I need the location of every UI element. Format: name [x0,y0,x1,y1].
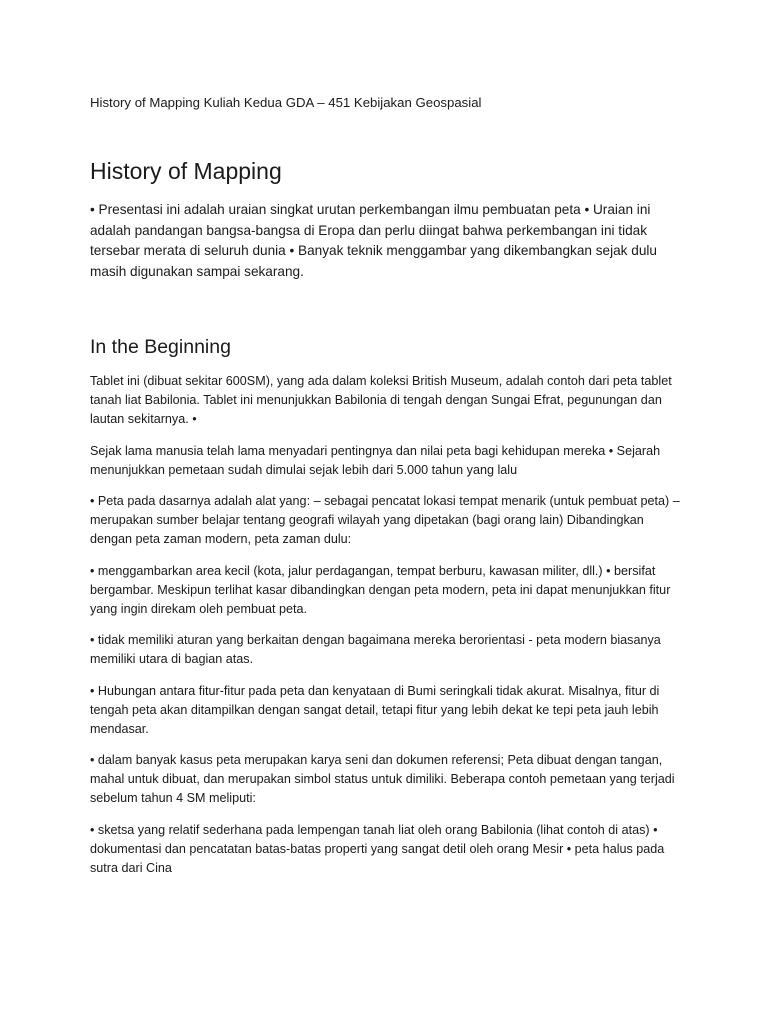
intro-paragraph: • Presentasi ini adalah uraian singkat urutan perkembangan ilmu pembuatan peta • Uraian ini adalah pandangan bangsa-bangsa di Eropa dan perlu diingat bahwa perkembangan ini tidak tersebar merata di seluruh dunia • Banyak teknik menggambar yang dikembangkan sejak dulu masih digunakan sampai sekarang. [90,202,657,279]
document-title: History of Mapping [90,158,282,184]
body-paragraph: • sketsa yang relatif sederhana pada lempengan tanah liat oleh orang Babilonia (lihat contoh di atas) • dokumentasi dan pencatatan batas-batas properti yang sangat detil oleh orang Mesir • peta halus pada sutra dari Cina [90,822,665,875]
body-paragraph: • Peta pada dasarnya adalah alat yang: – sebagai pencatat lokasi tempat menarik (untuk pembuat peta) – merupakan sumber belajar tentang geografi wilayah yang dipetakan (bagi orang lain) Dibandingkan dengan peta zaman modern, peta zaman dulu: [90,494,680,546]
body-paragraph: • tidak memiliki aturan yang berkaitan dengan bagaimana mereka berorientasi - peta modern biasanya memiliki utara di bagian atas. [90,633,661,666]
body-paragraph: • dalam banyak kasus peta merupakan karya seni dan dokumen referensi; Peta dibuat dengan tangan, mahal untuk dibuat, dan merupakan simbol status untuk dimiliki. Beberapa contoh pemetaan yang terjadi sebelum tahun 4 SM meliputi: [90,753,675,805]
body-paragraph: Sejak lama manusia telah lama menyadari pentingnya dan nilai peta bagi kehidupan mereka • Sejarah menunjukkan pemetaan sudah dimulai sejak lebih dari 5.000 tahun yang lalu [90,443,661,477]
body-paragraph: • Hubungan antara fitur-fitur pada peta dan kenyataan di Bumi seringkali tidak akurat. Misalnya, fitur di tengah peta akan ditampilkan dengan sangat detail, tetapi fitur yang lebih dekat ke tepi peta jauh lebih mendasar. [90,683,660,736]
body-paragraph: • menggambarkan area kecil (kota, jalur perdagangan, tempat berburu, kawasan militer, dll.) • bersifat bergambar. Meskipun terlihat kasar dibandingkan dengan peta modern, peta ini dapat menunjukkan fitur yang ingin direkam oleh pembuat peta. [90,563,671,616]
document-header: History of Mapping Kuliah Kedua GDA – 451 Kebijakan Geospasial [90,95,482,110]
section-heading: In the Beginning [90,336,231,358]
body-paragraph: Tablet ini (dibuat sekitar 600SM), yang ada dalam koleksi British Museum, adalah contoh dari peta tablet tanah liat Babilonia. Tablet ini menunjukkan Babilonia di tengah dengan Sungai Efrat, pegunungan dan lautan sekitarnya. • [90,374,672,426]
section-body [90,372,680,890]
